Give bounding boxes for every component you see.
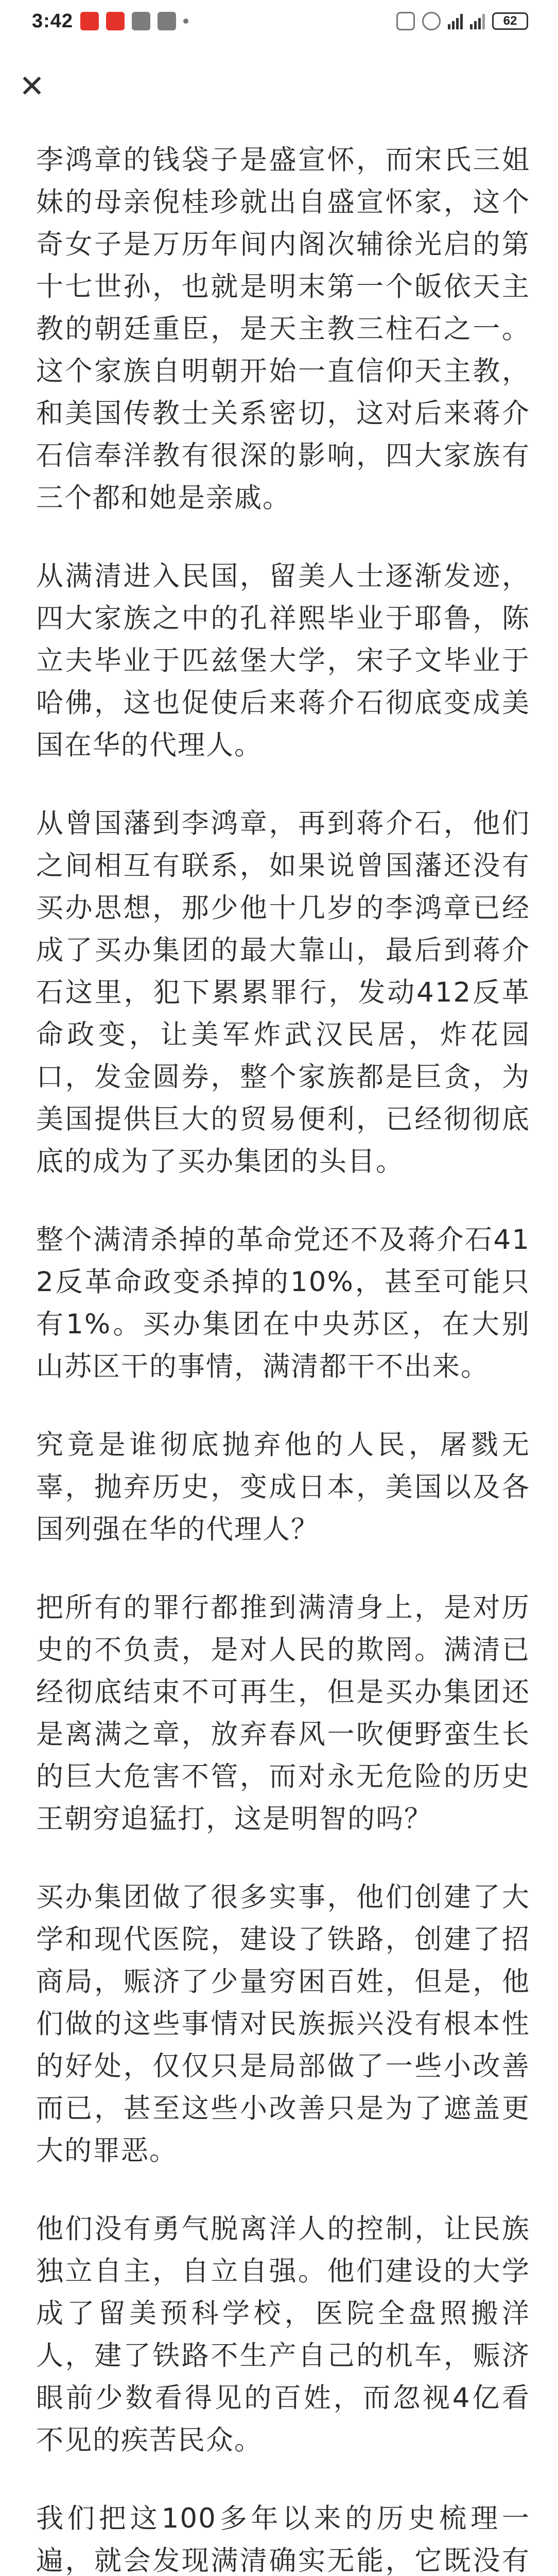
weibo-notification-icon bbox=[80, 12, 99, 30]
more-notifications-icon bbox=[183, 19, 188, 24]
paragraph-1: 李鸿章的钱袋子是盛宣怀，而宋氏三姐妹的母亲倪桂珍就出自盛宣怀家，这个奇女子是万历年间内阁次辅徐光启的第十七世孙，也就是明末第一个皈依天主教的朝廷重臣，是天主教三柱石之一。这个家族自明朝开始一直信仰天主教，和美国传教士关系密切，这对后来蒋介石信奉洋教有很深的影响，四大家族有三个都和她是亲戚。 bbox=[36, 144, 530, 514]
nav-bar bbox=[0, 57, 558, 134]
status-bar bbox=[0, 0, 558, 57]
close-icon[interactable]: ✕ bbox=[19, 69, 45, 105]
paragraph-5: 究竟是谁彻底抛弃他的人民，屠戮无辜，抛弃历史，变成日本，美国以及各国列强在华的代理人？ bbox=[36, 1429, 530, 1545]
status-time: 3:42 bbox=[32, 10, 74, 32]
mail-notification-icon bbox=[158, 12, 176, 30]
paragraph-8: 他们没有勇气脱离洋人的控制，让民族独立自主，自立自强。他们建设的大学成了留美预科学校，医院全盘照搬洋人，建了铁路不生产自己的机车，赈济眼前少数看得见的百姓，而忽视4亿看不见的疾苦民众。 bbox=[36, 2213, 530, 2456]
paragraph-6: 把所有的罪行都推到满清身上，是对历史的不负责，是对人民的欺罔。满清已经彻底结束不可再生，但是买办集团还是离满之章，放弃春风一吹便野蛮生长的巨大危害不管，而对永无危险的历史王朝穷追猛打，这是明智的吗？ bbox=[36, 1592, 530, 1835]
alarm-icon bbox=[422, 12, 441, 30]
app-notification-icon bbox=[106, 12, 125, 30]
paragraph-2: 从满清进入民国，留美人士逐渐发迹，四大家族之中的孔祥熙毕业于耶鲁，陈立夫毕业于匹兹堡大学，宋子文毕业于哈佛，这也促使后来蒋介石彻底变成美国在华的代理人。 bbox=[36, 561, 530, 761]
paragraph-9-start: 我们把这100多年以来的历史梳理一遍，就会发现满清确实无能，它既没有 bbox=[36, 2503, 530, 2576]
paragraph-9 bbox=[36, 2498, 530, 2576]
status-right bbox=[396, 9, 528, 33]
status-left bbox=[32, 9, 188, 33]
paragraph-4: 整个满清杀掉的革命党还不及蒋介石412反革命政变杀掉的10%，甚至可能只有1%。买办集团在中央苏区，在大别山苏区干的事情，满清都干不出来。 bbox=[36, 1224, 530, 1382]
article-body bbox=[36, 139, 530, 2576]
signal-2-icon bbox=[470, 13, 485, 29]
signal-icon bbox=[448, 13, 463, 29]
paragraph-7: 买办集团做了很多实事，他们创建了大学和现代医院，建设了铁路，创建了招商局，赈济了少量穷困百姓，但是，他们做的这些事情对民族振兴没有根本性的好处，仅仅只是局部做了一些小改善而已，甚至这些小改善只是为了遮盖更大的罪恶。 bbox=[36, 1882, 530, 2166]
message-notification-icon bbox=[132, 12, 150, 30]
vibrate-icon bbox=[396, 12, 415, 30]
battery-icon: 62 bbox=[492, 12, 528, 30]
paragraph-3: 从曾国藩到李鸿章，再到蒋介石，他们之间相互有联系，如果说曾国藩还没有买办思想，那少他十几岁的李鸿章已经成了买办集团的最大靠山，最后到蒋介石这里，犯下累累罪行，发动412反革命政变，让美军炸武汉民居，炸花园口，发金圆券，整个家族都是巨贪，为美国提供巨大的贸易便利，已经彻彻底底的成为了买办集团的头目。 bbox=[36, 808, 530, 1177]
